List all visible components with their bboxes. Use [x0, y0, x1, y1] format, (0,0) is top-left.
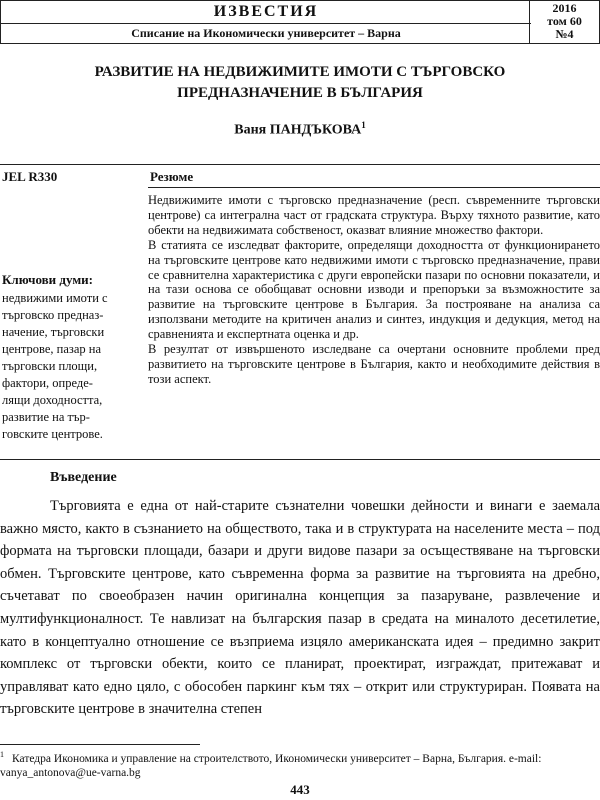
top-rule — [0, 164, 600, 165]
author-name: Ваня ПАНДЪКОВА — [234, 122, 362, 138]
footnote-text: Катедра Икономика и управление на строителството, Икономически университет – Варна, България. e-mail: vanya_antonova@ue-varna.bg — [0, 752, 542, 779]
journal-subtitle: Списание на Икономически университет – Варна — [131, 26, 401, 40]
abstract-paragraph: В статията се изследват факторите, определящи доходността от функционирането на търговските центрове като недвижими имоти с търговско предназначение, прави се сравнителна характеристика с други европейски пазари по основни показатели, и на тази основа се обобщават основни изводи и препоръки за възможностите за развитие на търговските центрове в България. За построяване на анализа са използвани методите на критичен анализ и синтез, индукция и дедукция, метод на сравненията и експертната оценка и др. — [148, 237, 600, 342]
keyword-line: говските центрове. — [2, 427, 103, 441]
body-text — [0, 495, 600, 721]
page-number: 443 — [290, 782, 310, 797]
footnote-rule — [0, 744, 200, 745]
keyword-line: центрове, пазар на — [2, 342, 102, 356]
year: 2016 — [552, 1, 577, 15]
footnote — [0, 748, 600, 780]
jel-code: JEL R330 — [2, 169, 58, 184]
volume-box — [529, 0, 600, 44]
author — [0, 120, 600, 139]
paper-title: РАЗВИТИЕ НА НЕДВИЖИМИТЕ ИМОТИ С ТЪРГОВСКО ПРЕДНАЗНАЧЕНИЕ В БЪЛГАРИЯ — [94, 64, 506, 101]
body-paragraph: Търговията е една от най-старите съзнателни човешки дейности и винаги е заемала важно място, както в съзнанието на обществото, така и в структурата на населените места – под формата на търговски площади, базари и други видове пазари за осъществяване на търговски обмен. Търговските центрове, като съвременна форма за развитие на търговията на дребно, съчетават по своеобразен начин оригинална концепция за пазаруване, развлечение и мултифункционалност. Те навлизат на българския пазар в средата на миналото десетилетие, като в концептуално отношение се възприема изцяло американската идея – предимно закрит комплекс от търговски обекти, които се планират, проектират, изграждат, притежават и управляват като едно цяло, с обособен паркинг към тях – открит или структуриран. Появата на търговските центрове в значителна степен — [0, 498, 600, 718]
author-footnote-mark: 1 — [361, 120, 366, 130]
keyword-line: начение, търговски — [2, 325, 105, 339]
issue: №4 — [555, 27, 574, 41]
bottom-rule — [0, 459, 600, 460]
abstract-heading: Резюме — [150, 169, 194, 184]
keyword-line: лящи доходността, — [2, 393, 103, 407]
keyword-line: недвижими имоти с — [2, 291, 108, 305]
journal-header — [0, 0, 530, 44]
abstract-rule — [148, 187, 600, 188]
keywords-list — [2, 290, 140, 443]
footnote-mark: 1 — [0, 750, 4, 759]
abstract-body — [148, 193, 600, 387]
journal-name: ИЗВЕСТИЯ — [213, 3, 319, 20]
header-divider — [1, 23, 531, 24]
keyword-line: търговски площи, — [2, 359, 98, 373]
abstract-paragraph: В резултат от извършеното изследване са очертани основните проблеми пред развитието на търговските центрове в България, както и необходимите действия в този аспект. — [148, 342, 600, 386]
keyword-line: търговско предназ- — [2, 308, 104, 322]
section-heading: Въведение — [50, 470, 117, 485]
keywords-heading: Ключови думи: — [2, 272, 94, 287]
volume: том 60 — [547, 14, 582, 28]
abstract-paragraph: Недвижимите имоти с търговско предназначение (респ. съвременните търговски центрове) са интегрална част от градската структура. Върху тяхното развитие, като обекти на недвижимата собственост, оказват влияние множество фактори. — [148, 193, 600, 237]
keyword-line: развитие на тър- — [2, 410, 90, 424]
keyword-line: фактори, опреде- — [2, 376, 93, 390]
